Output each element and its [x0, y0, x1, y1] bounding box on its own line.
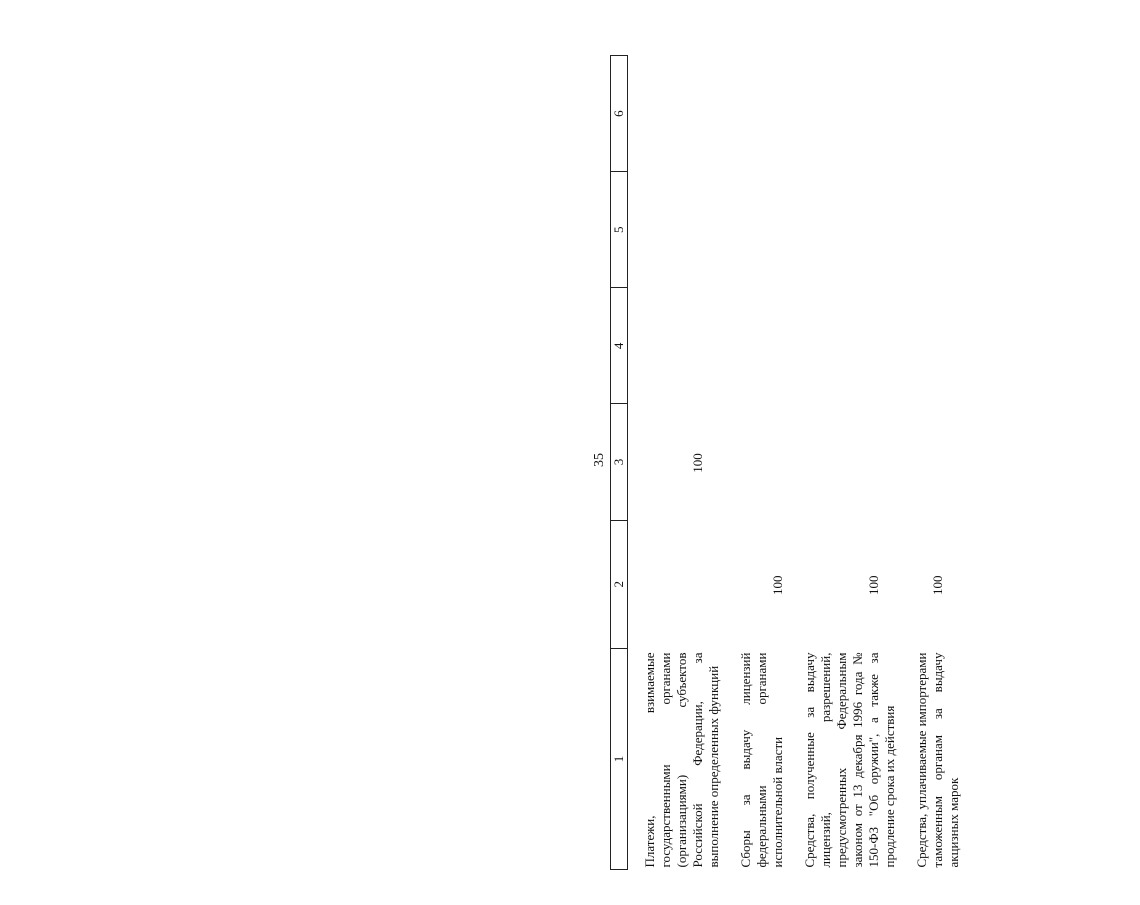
row-name: Средства, уплачиваемые импортерами таможенным органам за выдачу акцизных марок [914, 652, 961, 868]
row-value-col6 [628, 56, 723, 172]
row-name: Средства, полученные за выдачу лицензий, разрешений, предусмотренных Федеральным законом от 13 декабря 1996 года № 150-ФЗ "Об оружии", а также за продление срока их действия [802, 652, 897, 868]
row-value-col5 [898, 172, 962, 288]
rotated-page [590, 55, 1140, 870]
header-cell: 3 [611, 404, 628, 520]
row-name: Платежи, взимаемые государственными органами (организациями) субъектов Российской Федерации, за выполнение определенных функций [642, 652, 721, 868]
row-value-col4 [628, 288, 723, 404]
page-number: 35 [592, 453, 607, 467]
table-header-row [611, 56, 628, 870]
header-cell: 6 [611, 56, 628, 172]
row-name: Сборы за выдачу лицензий федеральными органами исполнительной власти [738, 652, 785, 868]
row-value-col6 [722, 56, 786, 172]
header-cell: 1 [611, 649, 628, 870]
header-cell: 5 [611, 172, 628, 288]
row-value-col4 [898, 288, 962, 404]
row-value-col2: 100 [770, 575, 785, 596]
row-value-col5 [628, 172, 723, 288]
row-value-col3 [786, 404, 898, 520]
revenue-table [610, 55, 962, 870]
row-value-col2 [628, 520, 723, 648]
table-row [628, 56, 723, 870]
row-value-col3 [898, 404, 962, 520]
row-value-col5 [722, 172, 786, 288]
table-row [898, 56, 962, 870]
header-cell: 2 [611, 520, 628, 648]
table-row [722, 56, 786, 870]
row-value-col2: 100 [930, 575, 945, 596]
row-value-col3 [722, 404, 786, 520]
row-value-col5 [786, 172, 898, 288]
row-value-col3: 100 [690, 453, 705, 473]
row-value-col4 [722, 288, 786, 404]
row-value-col6 [786, 56, 898, 172]
header-cell: 4 [611, 288, 628, 404]
row-value-col2: 100 [866, 575, 881, 596]
row-value-col4 [786, 288, 898, 404]
table-row [786, 56, 898, 870]
row-value-col6 [898, 56, 962, 172]
